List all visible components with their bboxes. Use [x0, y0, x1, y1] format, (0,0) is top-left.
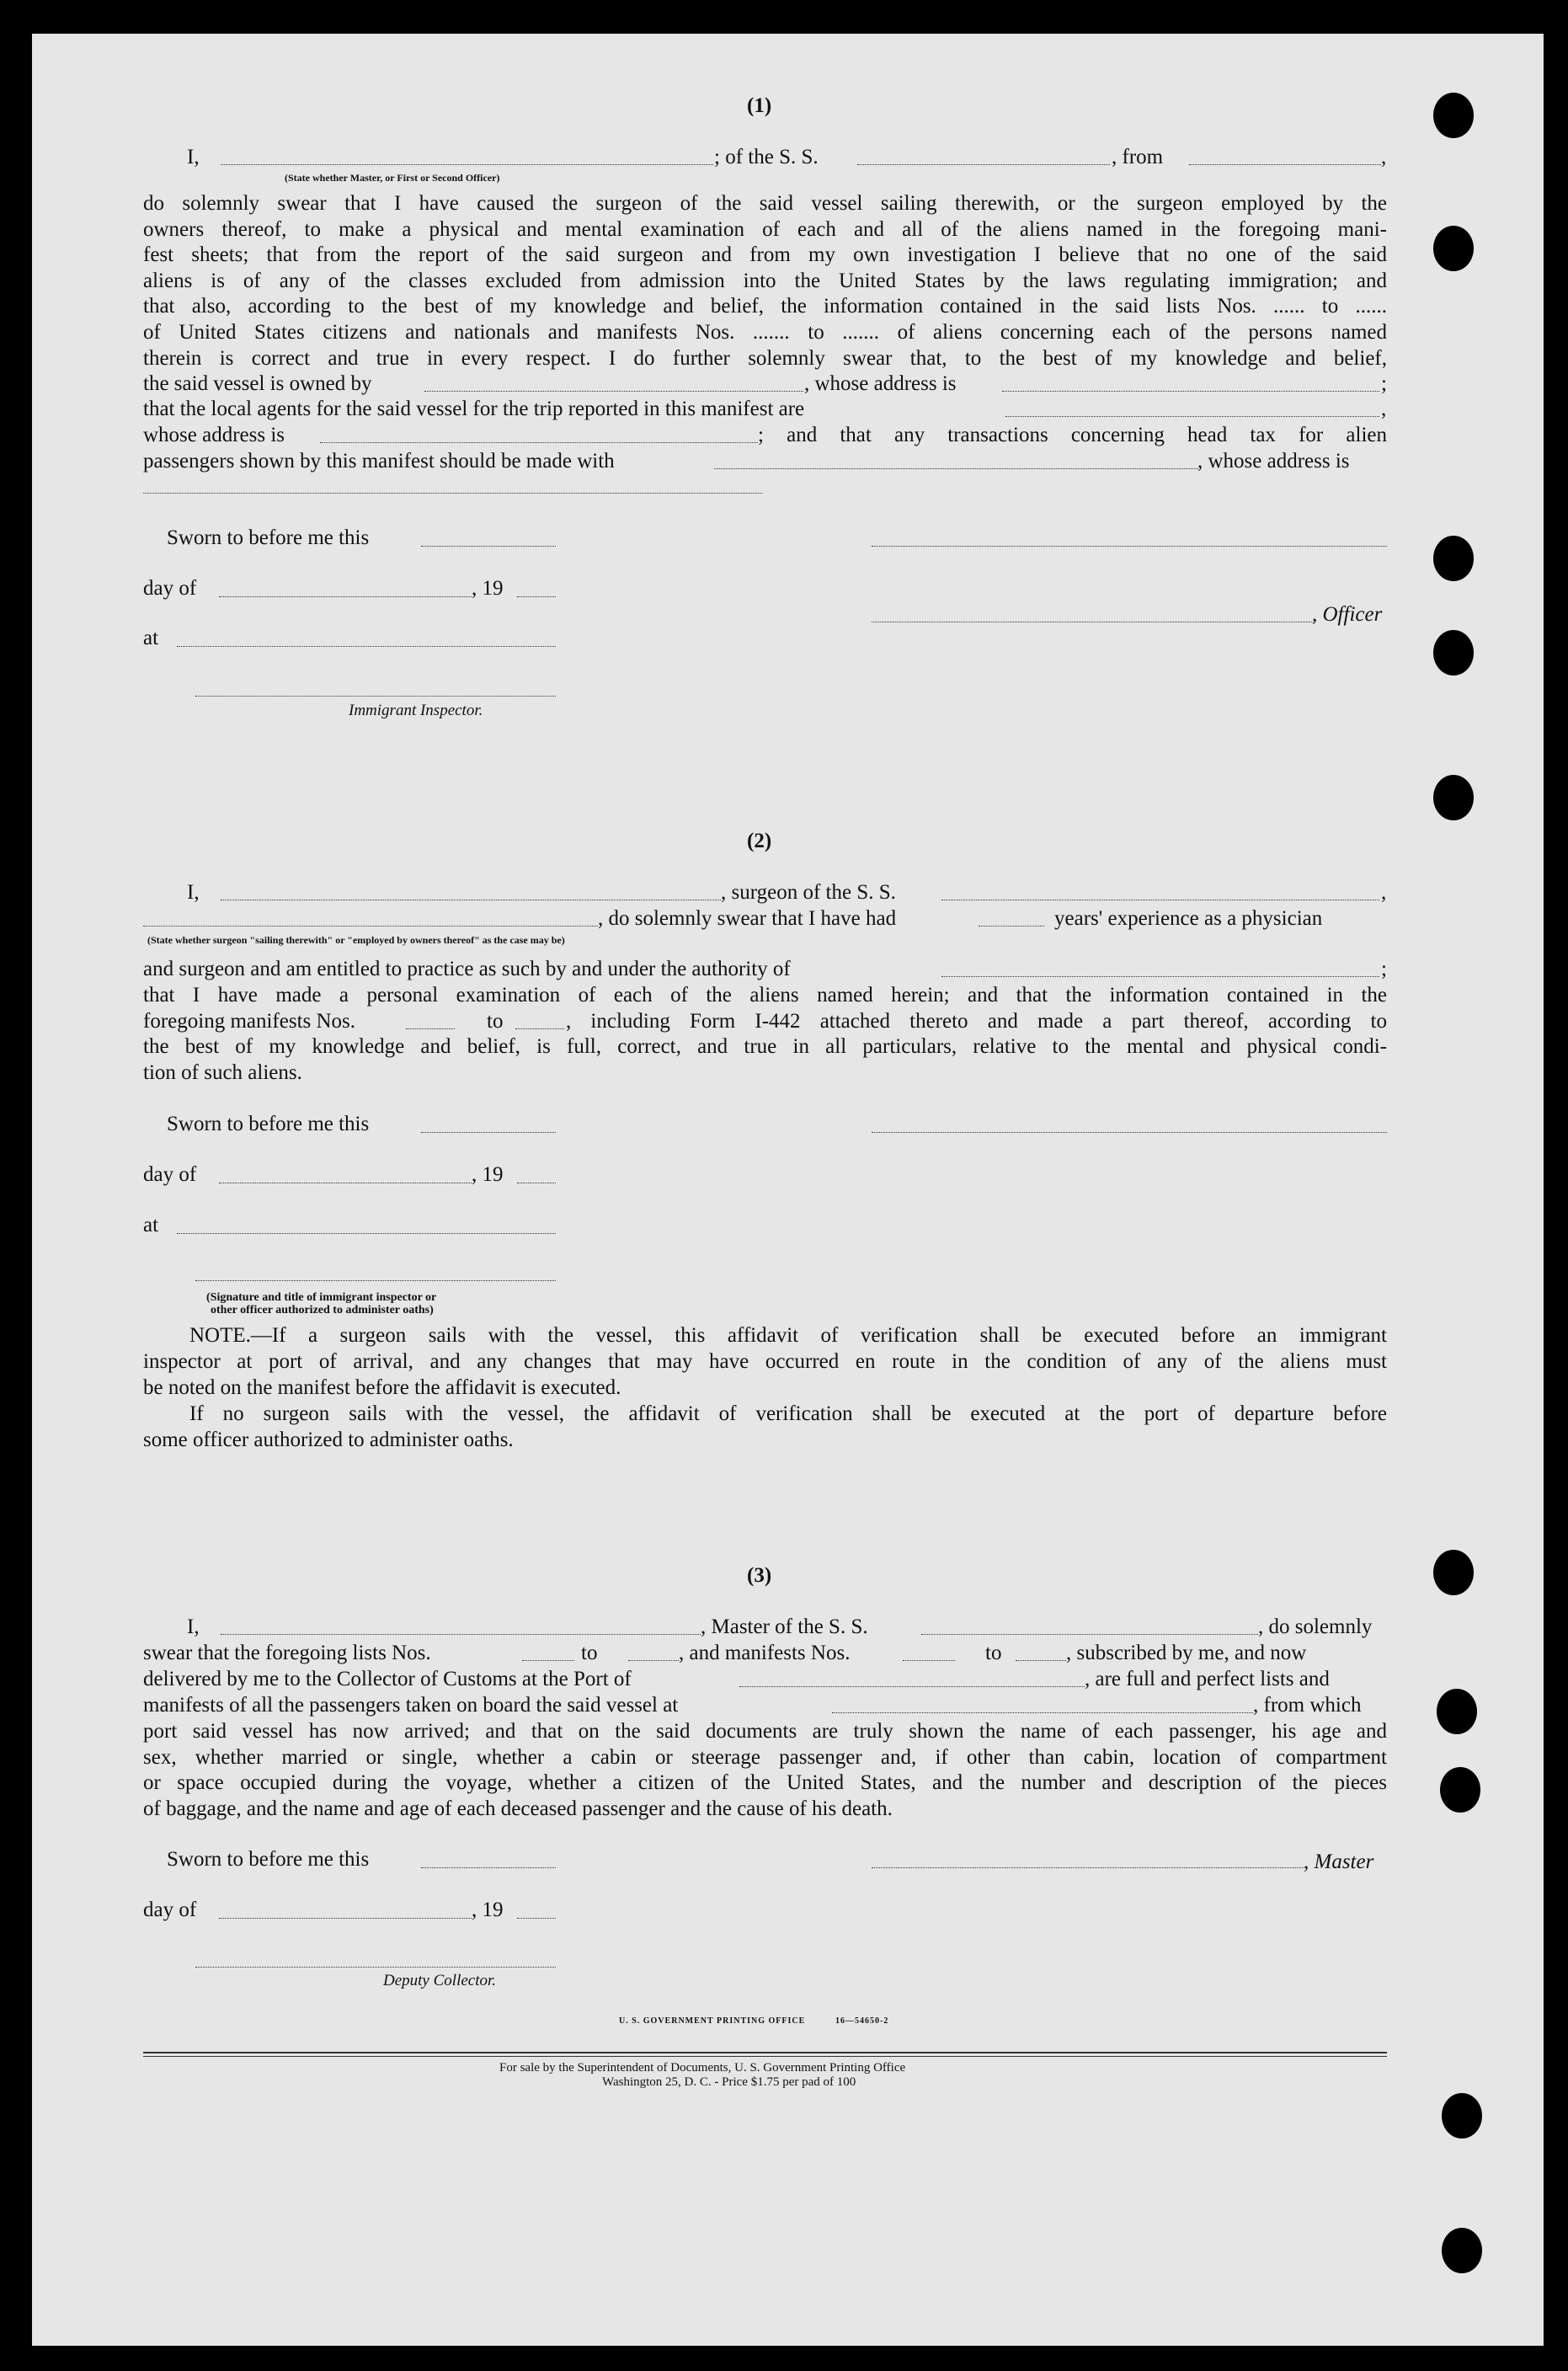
punch-hole-1	[1433, 93, 1474, 138]
section-2-number: (2)	[747, 830, 772, 852]
s3-head-i: I,	[187, 1615, 200, 1638]
s1-owner-address-line	[1002, 391, 1379, 392]
s1-at: at	[143, 627, 159, 649]
s1-head-end: ,	[1381, 146, 1387, 168]
s3-year: , 19	[472, 1898, 504, 1921]
s3-l2-b: to	[581, 1642, 598, 1664]
s2-note2-line-2: some officer authorized to administer oaths.	[143, 1428, 514, 1451]
s2-status-line	[143, 926, 598, 927]
s1-year-line	[517, 596, 556, 597]
s2-line7: tion of such aliens.	[143, 1061, 302, 1084]
s3-line: sex, whether married or single, whether a cabin or steerage passenger and, if other than cabin, location of compartment	[143, 1745, 1387, 1769]
punch-hole-2	[1433, 226, 1474, 271]
s2-swear-note: (State whether surgeon "sailing therewith" or "employed by owners thereof" as the case may be)	[147, 934, 565, 946]
s2-signature-line	[872, 1132, 1387, 1133]
s2-swear-b: years' experience as a physician	[1054, 907, 1323, 930]
s3-line: or space occupied during the voyage, whether a citizen of the United States, and the number and description of the pieces	[143, 1771, 1387, 1795]
s3-line: port said vessel has now arrived; and that on the said documents are truly shown the name of each passenger, his age and	[143, 1720, 1387, 1743]
s3-sworn-line	[421, 1867, 556, 1868]
s3-l4-b: , from which	[1253, 1694, 1362, 1717]
s2-line6: the best of my knowledge and belief, is full, correct, and true in all particulars, relative to the mental and physical condi-	[143, 1035, 1387, 1058]
s1-line: therein is correct and true in every respect. I do further solemnly swear that, to the best of my knowledge and belief,	[143, 346, 1387, 370]
s1-pass-a: passengers shown by this manifest should be made with	[143, 450, 615, 473]
punch-hole-6	[1433, 1550, 1474, 1595]
s2-year: , 19	[472, 1163, 504, 1186]
s3-master-name-line	[221, 1634, 701, 1635]
s2-authority-line	[941, 976, 1379, 977]
s2-note2-line-1: If no surgeon sails with the vessel, the affidavit of verification shall be executed at the port of departure before	[189, 1402, 1387, 1425]
s1-line: do solemnly swear that I have caused the surgeon of the said vessel sailing therewith, or the surgeon employed by the	[143, 192, 1387, 215]
s2-sworn-line	[421, 1132, 556, 1133]
s2-sworn: Sworn to before me this	[167, 1113, 370, 1135]
s3-embark-port-line	[832, 1712, 1253, 1713]
s1-head-from: , from	[1112, 146, 1164, 168]
s1-at-line	[177, 646, 556, 647]
s1-line: aliens is of any of the classes excluded from admission into the United States by the laws regulating immigration; and	[143, 269, 1387, 292]
s1-day-line	[219, 596, 472, 597]
s1-head-note: (State whether Master, or First or Second Officer)	[285, 172, 500, 184]
s1-day: day of	[143, 577, 197, 600]
s3-day-line	[219, 1918, 472, 1919]
s3-l3-a: delivered by me to the Collector of Customs at the Port of	[143, 1668, 632, 1690]
s2-manifest-to-line	[515, 1028, 564, 1029]
s1-sworn: Sworn to before me this	[167, 526, 370, 549]
s2-sig-note-1: (Signature and title of immigrant inspector or	[206, 1291, 437, 1304]
s3-l4-a: manifests of all the passengers taken on board the said vessel at	[143, 1694, 679, 1717]
s3-collector: Deputy Collector.	[383, 1972, 497, 1989]
s2-head-ss: , surgeon of the S. S.	[721, 881, 896, 904]
s3-last-line: of baggage, and the name and age of each deceased passenger and the cause of his death.	[143, 1797, 893, 1820]
s3-day: day of	[143, 1898, 197, 1921]
footer-form-number: 16—54650-2	[835, 2016, 889, 2026]
s2-head-i: I,	[187, 881, 200, 904]
s1-line: owners thereof, to make a physical and mental examination of each and all of the aliens named in the foregoing mani-	[143, 217, 1387, 241]
s1-owned-b: , whose address is	[804, 372, 957, 395]
section-3-number: (3)	[747, 1564, 772, 1587]
section-1-number: (1)	[747, 94, 772, 117]
s1-line: that also, according to the best of my knowledge and belief, the information contained in the said lists Nos. ...... to ......	[143, 295, 1387, 318]
s1-ship-line	[857, 164, 1110, 165]
s2-day: day of	[143, 1163, 197, 1186]
punch-hole-7	[1437, 1689, 1477, 1734]
s2-note-line-1: NOTE.—If a surgeon sails with the vessel, this affidavit of verification shall be executed before an immigrant	[189, 1324, 1387, 1347]
s2-note-line-3: be noted on the manifest before the affidavit is executed.	[143, 1376, 621, 1399]
s3-body	[143, 1719, 1387, 1797]
s1-officer: , Officer	[1312, 603, 1383, 626]
s3-signature-line	[872, 1867, 1304, 1868]
s2-auth-end: ;	[1381, 958, 1387, 980]
s1-head-tax-address-line	[143, 493, 762, 494]
s1-from-line	[1189, 164, 1381, 165]
s3-lists-from-line	[522, 1660, 574, 1661]
s1-whose-b: ; and that any transactions concerning head tax for alien	[758, 424, 1387, 446]
s2-head-end: ,	[1381, 881, 1387, 904]
s1-sworn-line	[421, 546, 556, 547]
punch-hole-9	[1442, 2093, 1482, 2139]
s3-l2-a: swear that the foregoing lists Nos.	[143, 1642, 431, 1664]
s2-man-c: , including Form I-442 attached thereto and made a part thereof, according to	[566, 1010, 1387, 1033]
s1-body	[143, 191, 1387, 371]
s2-inspector-line	[195, 1280, 556, 1281]
s2-swear-a: , do solemnly swear that I have had	[598, 907, 897, 930]
s1-agents-end: ,	[1381, 398, 1387, 420]
s1-inspector: Immigrant Inspector.	[349, 702, 483, 719]
footer-gpo: U. S. GOVERNMENT PRINTING OFFICE	[619, 2016, 806, 2026]
s2-man-b: to	[487, 1010, 504, 1033]
s1-head-tax-line	[714, 468, 1198, 469]
s1-agents-line	[1005, 416, 1379, 417]
s2-sig-note-2: other officer authorized to administer oaths)	[211, 1304, 434, 1316]
footer-sale-2: Washington 25, D. C. - Price $1.75 per pad of 100	[602, 2075, 856, 2089]
s1-inspector-line	[195, 696, 556, 697]
s2-manifest-from-line	[406, 1028, 455, 1029]
s3-master: , Master	[1304, 1850, 1374, 1873]
s1-whose-a: whose address is	[143, 424, 285, 446]
punch-hole-4	[1433, 630, 1474, 676]
s1-line: fest sheets; that from the report of the said surgeon and from my own investigation I believe that no one of the said	[143, 243, 1387, 267]
s1-head-ss: ; of the S. S.	[714, 146, 819, 168]
punch-hole-8	[1440, 1767, 1480, 1813]
s2-auth-a: and surgeon and am entitled to practice as such by and under the authority of	[143, 958, 791, 980]
s1-signature-line	[872, 546, 1387, 547]
s3-l2-c: , and manifests Nos.	[679, 1642, 851, 1664]
s1-line: of United States citizens and nationals and manifests Nos. ....... to ....... of aliens concerning each of the persons named	[143, 320, 1387, 344]
s1-owned-a: the said vessel is owned by	[143, 372, 372, 395]
footer-sale-1: For sale by the Superintendent of Documents, U. S. Government Printing Office	[499, 2061, 906, 2075]
s1-agents-address-line	[320, 442, 758, 443]
s1-pass-b: , whose address is	[1197, 450, 1350, 473]
punch-hole-5	[1433, 775, 1474, 820]
s3-port-line	[739, 1686, 1085, 1687]
s3-manifests-from-line	[903, 1660, 955, 1661]
s3-ship-line	[921, 1634, 1258, 1635]
s2-note-line-2: inspector at port of arrival, and any changes that may have occurred en route in the condition of any of the aliens must	[143, 1350, 1387, 1373]
punch-hole-3	[1433, 536, 1474, 581]
s3-l3-b: , are full and perfect lists and	[1085, 1668, 1330, 1690]
s3-head-end: , do solemnly	[1258, 1615, 1373, 1638]
footer-rule-2	[143, 2056, 1387, 2057]
s2-years-line	[979, 926, 1044, 927]
s1-head-i: I,	[187, 146, 200, 168]
s1-owned-c: ;	[1381, 372, 1387, 395]
s3-year-line	[517, 1918, 556, 1919]
s3-l2-d: to	[985, 1642, 1002, 1664]
s2-man-a: foregoing manifests Nos.	[143, 1010, 356, 1033]
s1-agents: that the local agents for the said vessel for the trip reported in this manifest are	[143, 398, 805, 420]
s3-collector-line	[195, 1967, 556, 1968]
s1-year: , 19	[472, 577, 504, 600]
s3-lists-to-line	[628, 1660, 679, 1661]
punch-hole-10	[1442, 2228, 1482, 2273]
s2-at: at	[143, 1214, 159, 1236]
s2-line4: that I have made a personal examination of each of the aliens named herein; and that the information contained in the	[143, 984, 1387, 1007]
s2-at-line	[177, 1233, 556, 1234]
s3-l2-e: , subscribed by me, and now	[1066, 1642, 1307, 1664]
s3-sworn: Sworn to before me this	[167, 1848, 370, 1871]
s3-manifests-to-line	[1016, 1660, 1066, 1661]
footer-rule-1	[143, 2052, 1387, 2053]
s1-owner-line	[424, 391, 803, 392]
s3-head-master: , Master of the S. S.	[701, 1615, 868, 1638]
